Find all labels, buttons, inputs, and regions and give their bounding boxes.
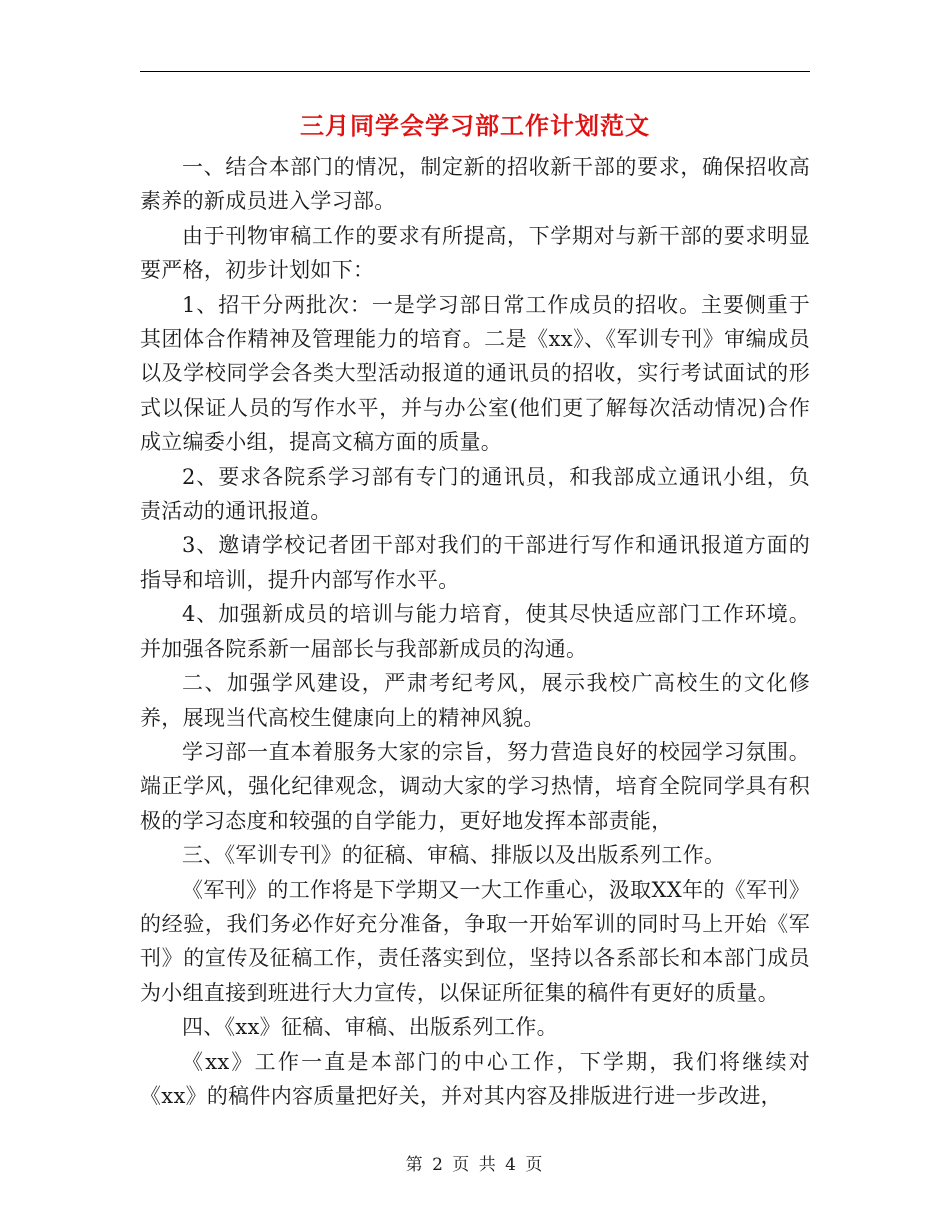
paragraph: 《军刊》的工作将是下学期又一大工作重心，汲取XX年的《军刊》的经验，我们务必作好充分准备，争取一开始军训的同时马上开始《军刊》的宣传及征稿工作，责任落实到位，坚持以各系部长和本部门成员为小组直接到班进行大力宣传，以保证所征集的稿件有更好的质量。: [140, 877, 810, 1005]
document-title: 三月同学会学习部工作计划范文: [300, 111, 650, 140]
document-body: [140, 150, 810, 1113]
paragraph: 4、加强新成员的培训与能力培育，使其尽快适应部门工作环境。并加强各院系新一届部长与我部新成员的沟通。: [140, 602, 810, 661]
paragraph: 一、结合本部门的情况，制定新的招收新干部的要求，确保招收高素养的新成员进入学习部。: [140, 155, 810, 214]
paragraph: 四、《xx》征稿、审稿、出版系列工作。: [182, 1015, 558, 1040]
paragraph: 《xx》工作一直是本部门的中心工作，下学期，我们将继续对《xx》的稿件内容质量把好关，并对其内容及排版进行进一步改进，: [140, 1049, 810, 1108]
paragraph: 由于刊物审稿工作的要求有所提高，下学期对与新干部的要求明显要严格，初步计划如下：: [140, 223, 810, 283]
header-rule: [140, 71, 810, 72]
paragraph: 2、要求各院系学习部有专门的通讯员，和我部成立通讯小组，负责活动的通讯报道。: [140, 464, 810, 524]
paragraph: 二、加强学风建设，严肃考纪考风，展示我校广高校生的文化修养，展现当代高校生健康向上的精神风貌。: [140, 671, 810, 730]
paragraph: 3、邀请学校记者团干部对我们的干部进行写作和通讯报道方面的指导和培训，提升内部写作水平。: [140, 533, 810, 592]
paragraph: 1、招干分两批次：一是学习部日常工作成员的招收。主要侧重于其团体合作精神及管理能力的培育。二是《xx》、《军训专刊》审编成员以及学校同学会各类大型活动报道的通讯员的招收，实行考试面试的形式以保证人员的写作水平，并与办公室(他们更了解每次活动情况)合作成立编委小组，提高文稿方面的质量。: [140, 292, 810, 455]
paragraph: 学习部一直本着服务大家的宗旨，努力营造良好的校园学习氛围。端正学风，强化纪律观念，调动大家的学习热情，培育全院同学具有积极的学习态度和较强的自学能力，更好地发挥本部责能，: [140, 739, 810, 833]
paragraph: 三、《军训专刊》的征稿、审稿、排版以及出版系列工作。: [182, 843, 726, 868]
page-number-footer: 第 2 页 共 4 页: [405, 1155, 545, 1175]
